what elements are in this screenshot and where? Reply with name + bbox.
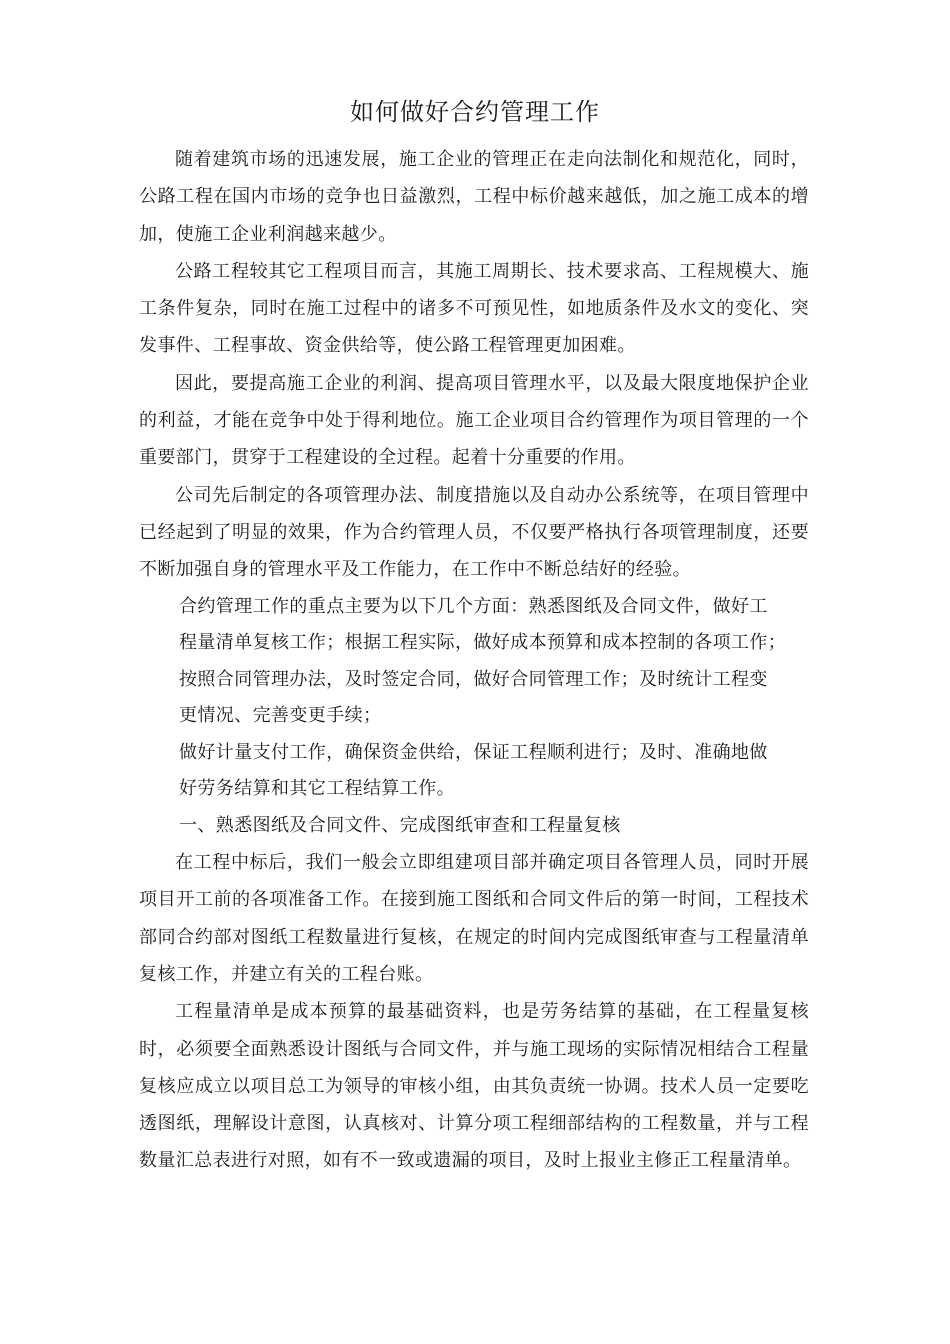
key-points-line: 程量清单复核工作；根据工程实际，做好成本预算和成本控制的各项工作； [179,632,787,654]
document-title: 如何做好合约管理工作 [350,98,600,126]
paragraph-management-measures: 公司先后制定的各项管理办法、制度措施以及自动办公系统等，在项目管理中已经起到了明显的效果，作为合约管理人员，不仅要严格执行各项管理制度，还要不断加强自身的管理水平及工作能力，在工作中不断总结好的经验。 [139,484,809,581]
payment-points-line: 做好计量支付工作，确保资金供给，保证工程顺利进行；及时、准确地做 [179,741,768,763]
paragraph-market-background: 随着建筑市场的迅速发展，施工企业的管理正在走向法制化和规范化，同时，公路工程在国内市场的竞争也日益激烈，工程中标价越来越低，加之施工成本的增加，使施工企业利润越来越少。 [139,149,809,245]
section-heading: 一、熟悉图纸及合同文件、完成图纸审查和工程量复核 [179,814,621,836]
key-points-line: 更情况、完善变更手续； [179,705,382,727]
paragraph-contract-importance: 因此，要提高施工企业的利润、提高项目管理水平，以及最大限度地保护企业的利益，才能在竞争中处于得利地位。施工企业项目合约管理作为项目管理的一个重要部门，贯穿于工程建设的全过程。起着十分重要的作用。 [139,372,809,469]
key-points-line: 按照合同管理办法，及时签定合同，做好合同管理工作；及时统计工程变 [179,668,768,690]
payment-points-line: 好劳务结算和其它工程结算工作。 [179,778,455,800]
payment-points-block [139,735,809,808]
paragraph-bill-of-quantities: 工程量清单是成本预算的最基础资料，也是劳务结算的基础，在工程量复核时，必须要全面熟悉设计图纸与合同文件，并与施工现场的实际情况相结合工程量复核应成立以项目总工为领导的审核小组，由其负责统一协调。技术人员一定要吃透图纸，理解设计意图，认真核对、计算分项工程细部结构的工程数量，并与工程数量汇总表进行对照，如有不一致或遗漏的项目，及时上报业主修正工程量清单。 [139,1001,809,1172]
document-body [139,141,809,1180]
section-heading-block [139,808,809,845]
key-points-line: 合约管理工作的重点主要为以下几个方面：熟悉图纸及合同文件，做好工 [179,595,768,617]
paragraph-project-setup: 在工程中标后，我们一般会立即组建项目部并确定项目各管理人员，同时开展项目开工前的各项准备工作。在接到施工图纸和合同文件后的第一时间，工程技术部同合约部对图纸工程数量进行复核，在规定的时间内完成图纸审查与工程量清单复核工作，并建立有关的工程台账。 [139,852,809,985]
key-points-block [139,589,809,735]
paragraph-highway-difficulty: 公路工程较其它工程项目而言，其施工周期长、技术要求高、工程规模大、施工条件复杂，同时在施工过程中的诸多不可预见性，如地质条件及水文的变化、突发事件、工程事故、资金供给等，使公路工程管理更加困难。 [139,260,809,357]
